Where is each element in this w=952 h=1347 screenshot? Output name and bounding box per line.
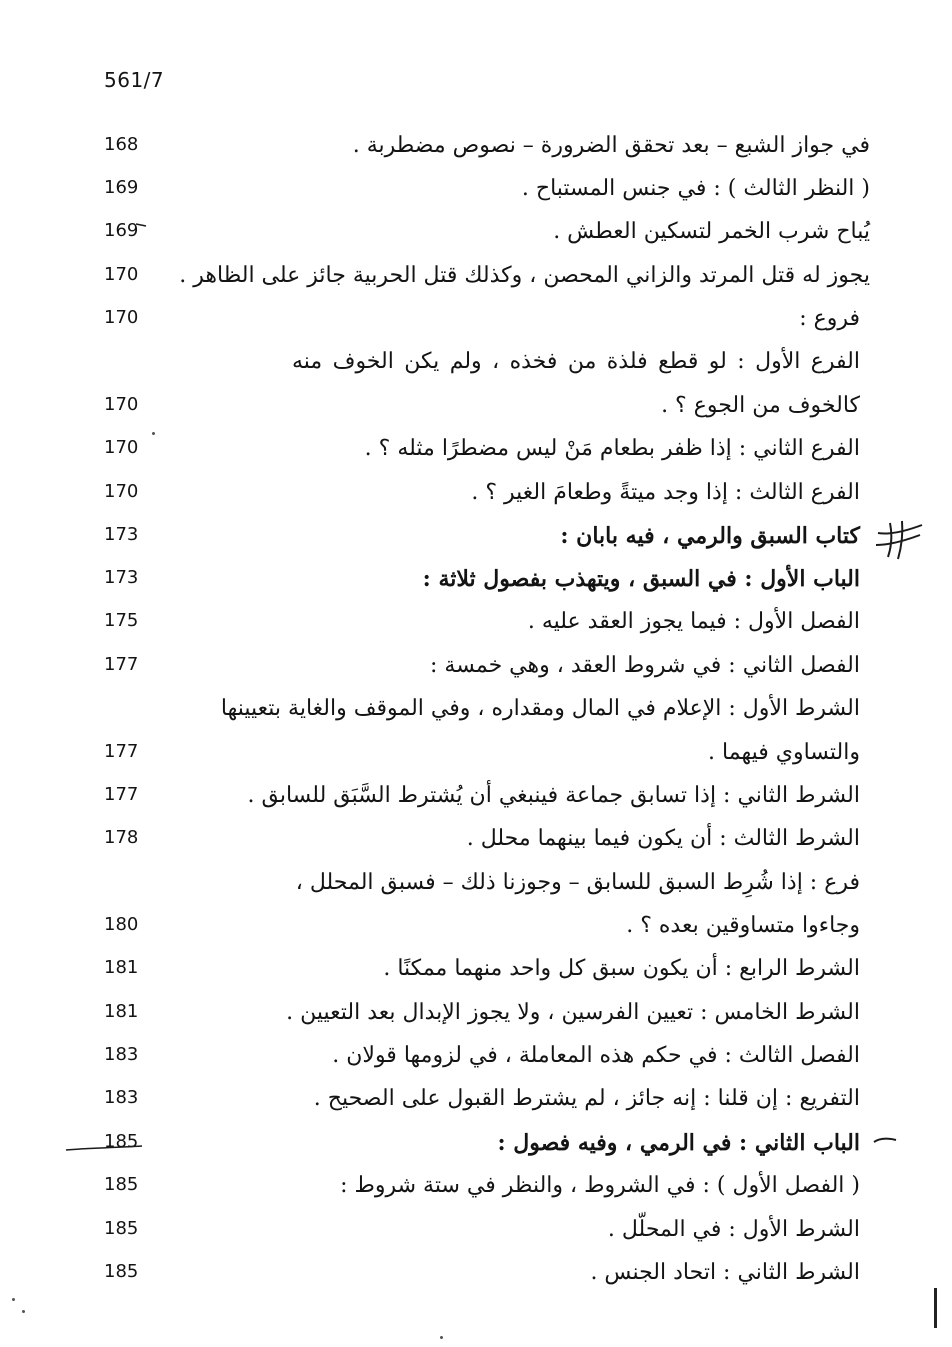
toc-entry [0,780,952,824]
toc-page-number: 173 [104,567,139,588]
toc-entry [0,1214,952,1258]
toc-page-number: 170 [104,481,139,502]
toc-entry-text: الفصل الثاني : في شروط العقد ، وهي خمسة : [430,653,860,678]
toc-entry [0,1083,952,1127]
toc-entry [0,303,952,347]
toc-entry-text: الفرع الثالث : إذا وجد ميتةً وطعامَ الغير ؟ . [471,480,860,505]
toc-entry [0,346,952,390]
toc-entry [0,260,952,304]
toc-entry [0,823,952,867]
toc-entry-text: الشرط الرابع : أن يكون سبق كل واحد منهما ممكنًا . [383,956,860,981]
toc-entry-text: يجوز له قتل المرتد والزاني المحصن ، وكذلك قتل الحربية جائز على الظاهر . [179,263,870,288]
toc-entry-text: الباب الثاني : في الرمي ، وفيه فصول : [497,1130,860,1156]
speck [152,432,155,435]
toc-entry [0,130,952,174]
toc-entry-text: ( الفصل الأول ) : في الشروط ، والنظر في ستة شروط : [340,1173,860,1198]
toc-page-number: 170 [104,264,139,285]
toc-page-number: 170 [104,437,139,458]
toc-page-number: 180 [104,914,139,935]
handwritten-dash-mark [870,1130,900,1150]
speck [12,1298,15,1301]
toc-entry-text: الباب الأول : في السبق ، ويتهذب بفصول ثلاثة : [422,566,860,592]
toc-page-number: 185 [104,1261,139,1282]
toc-entry [0,953,952,997]
toc-entry-text: يُباح شرب الخمر لتسكين العطش . [553,219,870,244]
toc-page-number: 178 [104,827,139,848]
toc-entry-text: الشرط الثاني : اتحاد الجنس . [590,1260,860,1285]
toc-entry [0,173,952,217]
toc-page-number: 181 [104,957,139,978]
toc-entry [0,520,952,564]
toc-entry-text: الشرط الثاني : إذا تسابق جماعة فينبغي أن يُشترط السَّبَق للسابق . [247,783,860,808]
toc-page-number: 168 [104,134,139,155]
toc-entry [0,606,952,650]
toc-entry-text: فرع : إذا شُرِط السبق للسابق – وجوزنا ذلك – فسبق المحلل ، [295,870,860,895]
toc-entry-text: الفصل الأول : فيما يجوز العقد عليه . [527,609,860,634]
toc-page-number: 177 [104,741,139,762]
toc-entry-text: في جواز الشبع – بعد تحقق الضرورة – نصوص مضطربة . [352,133,870,158]
toc-entry-text: الشرط الثالث : أن يكون فيما بينهما محلل . [466,826,860,851]
toc-entry [0,1170,952,1214]
toc-page-number: 183 [104,1087,139,1108]
toc-page-number: 185 [104,1174,139,1195]
toc-entry [0,1040,952,1084]
toc-entry-text: التفريع : إن قلنا : إنه جائز ، لم يشترط القبول على الصحيح . [313,1086,860,1111]
toc-entry-text: الشرط الأول : الإعلام في المال ومقداره ، وفي الموقف والغاية بتعيينها [220,696,860,721]
handwritten-underline-mark [64,1140,144,1156]
speck [22,1310,25,1313]
handwritten-tick-mark [134,216,150,232]
toc-entry-text: الشرط الخامس : تعيين الفرسين ، ولا يجوز الإبدال بعد التعيين . [286,1000,860,1025]
toc-page-number: 185 [104,1131,139,1152]
toc-entry-text: والتساوي فيهما . [708,740,860,765]
toc-page-number: 170 [104,307,139,328]
toc-entry-text: الفرع الأول : لو قطع فلذة من فخذه ، ولم يكن الخوف منه [292,349,860,374]
speck [440,1336,443,1339]
toc-entry-text: وجاءوا متساوقين بعده ؟ . [626,913,860,938]
toc-entry-text: الفرع الثاني : إذا ظفر بطعام مَنْ ليس مضطرًا مثله ؟ . [364,436,860,461]
toc-entry [0,650,952,694]
toc-entry [0,737,952,781]
page-reference-number: 561/7 [104,68,165,92]
toc-page-number: 185 [104,1218,139,1239]
scan-edge-line [934,1288,937,1328]
toc-entry [0,910,952,954]
toc-entry [0,433,952,477]
toc-page-number: 173 [104,524,139,545]
toc-entry-text: كالخوف من الجوع ؟ . [661,393,860,418]
handwritten-hash-mark [870,515,928,561]
toc-entry [0,867,952,911]
toc-entry-text: الشرط الأول : في المحلّل . [607,1217,860,1242]
toc-entry [0,693,952,737]
toc-page-number: 169 [104,177,139,198]
toc-page-number: 170 [104,394,139,415]
toc-page-number: 177 [104,654,139,675]
toc-entry-text: فروع : [799,306,860,331]
toc-page-number: 175 [104,610,139,631]
toc-entry [0,563,952,607]
toc-page-number: 181 [104,1001,139,1022]
toc-entry-text: الفصل الثالث : في حكم هذه المعاملة ، في لزومها قولان . [332,1043,860,1068]
toc-entry [0,997,952,1041]
toc-entry-text: ( النظر الثالث ) : في جنس المستباح . [521,176,870,201]
toc-entry [0,477,952,521]
toc-entry [0,390,952,434]
toc-entry-text: كتاب السبق والرمي ، فيه بابان : [560,523,860,549]
toc-entry [0,1257,952,1301]
toc-page-number: 177 [104,784,139,805]
toc-page-number: 183 [104,1044,139,1065]
toc-page-number: 169 [104,220,139,241]
